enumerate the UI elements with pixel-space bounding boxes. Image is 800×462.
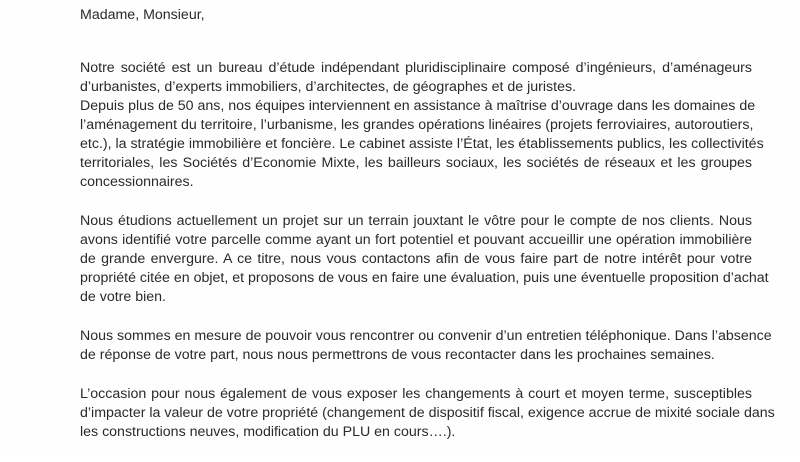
text-line: Depuis plus de 50 ans, nos équipes interviennent en assistance à maîtrise d’ouvrage dans les domaines de bbox=[80, 98, 756, 114]
text-line: Notre société est un bureau d’étude indépendant pluridisciplinaire composé d’ingénieurs, d’aménageurs bbox=[80, 60, 752, 76]
paragraph-experience bbox=[80, 97, 764, 192]
letter-body bbox=[80, 6, 775, 462]
text-line: d’urbanistes, d’experts immobiliers, d’architectes, de géographes et de juristes. bbox=[80, 79, 577, 95]
paragraph-company-intro bbox=[80, 59, 752, 97]
text-line: propriété citée en objet, et proposons de vous en faire une évaluation, puis une éventuelle proposition d’achat bbox=[80, 270, 769, 286]
text-line: d’impacter la valeur de votre propriété (changement de dispositif fiscal, exigence accrue de mixité sociale dans bbox=[80, 405, 775, 421]
text-line: concessionnaires. bbox=[80, 174, 194, 190]
text-line: L’occasion pour nous également de vous exposer les changements à court et moyen terme, susceptibles bbox=[80, 386, 752, 402]
text-line: territoriales, les Sociétés d’Economie Mixte, les bailleurs sociaux, les sociétés de réseaux et les groupes bbox=[80, 155, 752, 171]
paragraph-changes bbox=[80, 385, 775, 442]
paragraph-meeting bbox=[80, 327, 772, 365]
salutation: Madame, Monsieur, bbox=[80, 7, 205, 23]
paragraph-project bbox=[80, 212, 769, 307]
text-line: de réponse de votre part, nous nous permettrons de vous recontacter dans les prochaines semaines. bbox=[80, 347, 715, 363]
text-line: Nous sommes en mesure de pouvoir vous rencontrer ou convenir d’un entretien téléphonique. Dans l’absence bbox=[80, 328, 772, 344]
text-line: de grande envergure. A ce titre, nous vous contactons afin de vous faire part de notre intérêt pour votre bbox=[80, 251, 752, 267]
text-line: avons identifié votre parcelle comme ayant un fort potentiel et pouvant accueillir une opération immobilière bbox=[80, 232, 752, 248]
text-line: les constructions neuves, modification du PLU en cours….). bbox=[80, 424, 456, 440]
text-line: Nous étudions actuellement un projet sur un terrain jouxtant le vôtre pour le compte de nos clients. Nous bbox=[80, 213, 752, 229]
text-line: l’aménagement du territoire, l’urbanisme, les grandes opérations linéaires (projets ferroviaires, autoroutiers, bbox=[80, 117, 754, 133]
text-line: etc.), la stratégie immobilière et foncière. Le cabinet assiste l’État, les établissements publics, les collectivités bbox=[80, 136, 764, 152]
text-line: de votre bien. bbox=[80, 289, 166, 305]
